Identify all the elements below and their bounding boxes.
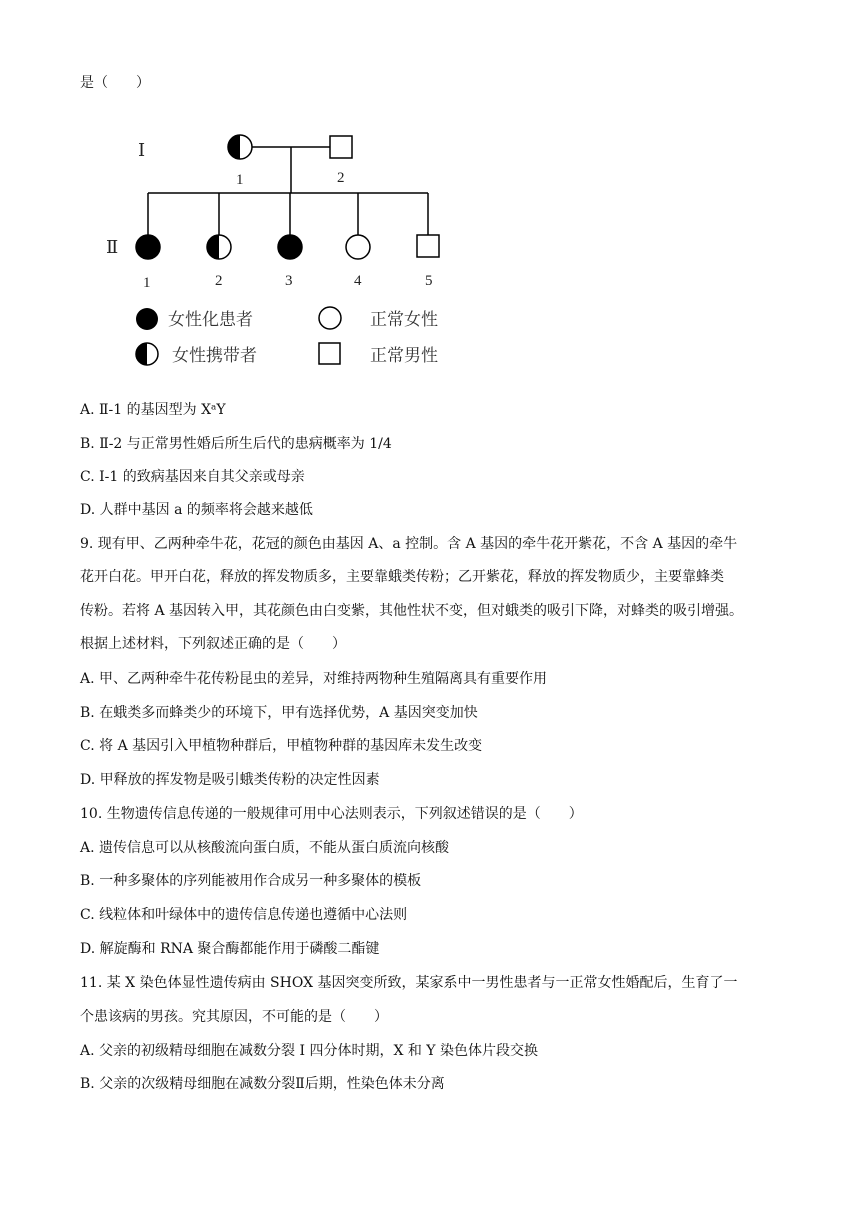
legend-normal-male-label: 正常男性	[370, 346, 438, 366]
legend-normal-female-icon	[319, 307, 341, 329]
q11-stem-line-1: 11. 某 X 染色体显性遗传病由 SHOX 基因突变所致，某家系中一男性患者与一正常女性婚配后，生育了一	[80, 975, 738, 991]
ii4-number: 4	[354, 273, 362, 289]
q11-option-a: A. 父亲的初级精母细胞在减数分裂 I 四分体时期，X 和 Y 染色体片段交换	[80, 1043, 538, 1059]
generation-i-label: Ⅰ	[138, 140, 146, 160]
q9-stem-line-1: 9. 现有甲、乙两种牵牛花，花冠的颜色由基因 A、a 控制。含 A 基因的牵牛花开紫花，不含 A 基因的牵牛	[80, 536, 738, 552]
q8-option-d: D. 人群中基因 a 的频率将会越来越低	[80, 502, 313, 518]
ii4-normal-female-symbol	[346, 235, 370, 259]
legend-carrier-female-icon	[136, 343, 158, 365]
q9-option-c: C. 将 A 基因引入甲植物种群后，甲植物种群的基因库未发生改变	[80, 738, 483, 754]
q9-stem-line-2: 花开白花。甲开白花，释放的挥发物质多，主要靠蛾类传粉；乙开紫花，释放的挥发物质少，主要靠蜂类	[80, 569, 724, 585]
i2-normal-male-symbol	[330, 136, 352, 158]
q10-stem: 10. 生物遗传信息传递的一般规律可用中心法则表示，下列叙述错误的是（ ）	[80, 806, 583, 822]
q10-option-a: A. 遗传信息可以从核酸流向蛋白质，不能从蛋白质流向核酸	[80, 840, 450, 856]
generation-ii-label: Ⅱ	[106, 237, 119, 257]
legend-normal-female-label: 正常女性	[370, 310, 438, 330]
ii2-carrier-female-symbol	[207, 235, 231, 259]
ii3-affected-symbol	[278, 235, 302, 259]
legend-affected-female-icon	[136, 308, 158, 330]
q9-option-b: B. 在蛾类多而蜂类少的环境下，甲有选择优势，A 基因突变加快	[80, 705, 478, 721]
q11-option-b: B. 父亲的次级精母细胞在减数分裂Ⅱ后期，性染色体未分离	[80, 1076, 445, 1092]
q8-option-c: C. I-1 的致病基因来自其父亲或母亲	[80, 469, 305, 485]
i1-number: 1	[236, 172, 244, 188]
q9-option-d: D. 甲释放的挥发物是吸引蛾类传粉的决定性因素	[80, 772, 380, 788]
q10-option-c: C. 线粒体和叶绿体中的遗传信息传递也遵循中心法则	[80, 907, 408, 923]
q10-option-d: D. 解旋酶和 RNA 聚合酶都能作用于磷酸二酯键	[80, 941, 380, 957]
pedigree-diagram	[0, 0, 860, 380]
ii3-number: 3	[285, 273, 293, 289]
ii1-number: 1	[143, 275, 151, 291]
ii1-affected-symbol	[136, 235, 160, 259]
q9-option-a: A. 甲、乙两种牵牛花传粉昆虫的差异，对维持两物种生殖隔离具有重要作用	[80, 671, 548, 687]
ii5-normal-male-symbol	[417, 235, 439, 257]
legend-affected-female-label: 女性化患者	[168, 310, 253, 330]
i1-carrier-female-symbol	[228, 135, 252, 159]
q9-stem-line-3: 传粉。若将 A 基因转入甲，其花颜色由白变紫，其他性状不变，但对蛾类的吸引下降，对蜂类的吸引增强。	[80, 603, 744, 619]
q10-option-b: B. 一种多聚体的序列能被用作合成另一种多聚体的模板	[80, 873, 422, 889]
q8-option-a: A. Ⅱ-1 的基因型为 XᵃY	[80, 402, 226, 418]
ii5-number: 5	[425, 273, 433, 289]
q8-option-b: B. Ⅱ-2 与正常男性婚后所生后代的患病概率为 1/4	[80, 436, 392, 452]
i2-number: 2	[337, 170, 345, 186]
pedigree-lines	[148, 147, 428, 235]
q11-stem-line-2: 个患该病的男孩。究其原因，不可能的是（ ）	[80, 1009, 388, 1025]
question-stem-ending: 是（ ）	[80, 75, 150, 91]
legend-normal-male-icon	[319, 343, 340, 364]
q9-stem-line-4: 根据上述材料，下列叙述正确的是（ ）	[80, 636, 346, 652]
legend-carrier-female-label: 女性携带者	[172, 346, 257, 366]
ii2-number: 2	[215, 273, 223, 289]
